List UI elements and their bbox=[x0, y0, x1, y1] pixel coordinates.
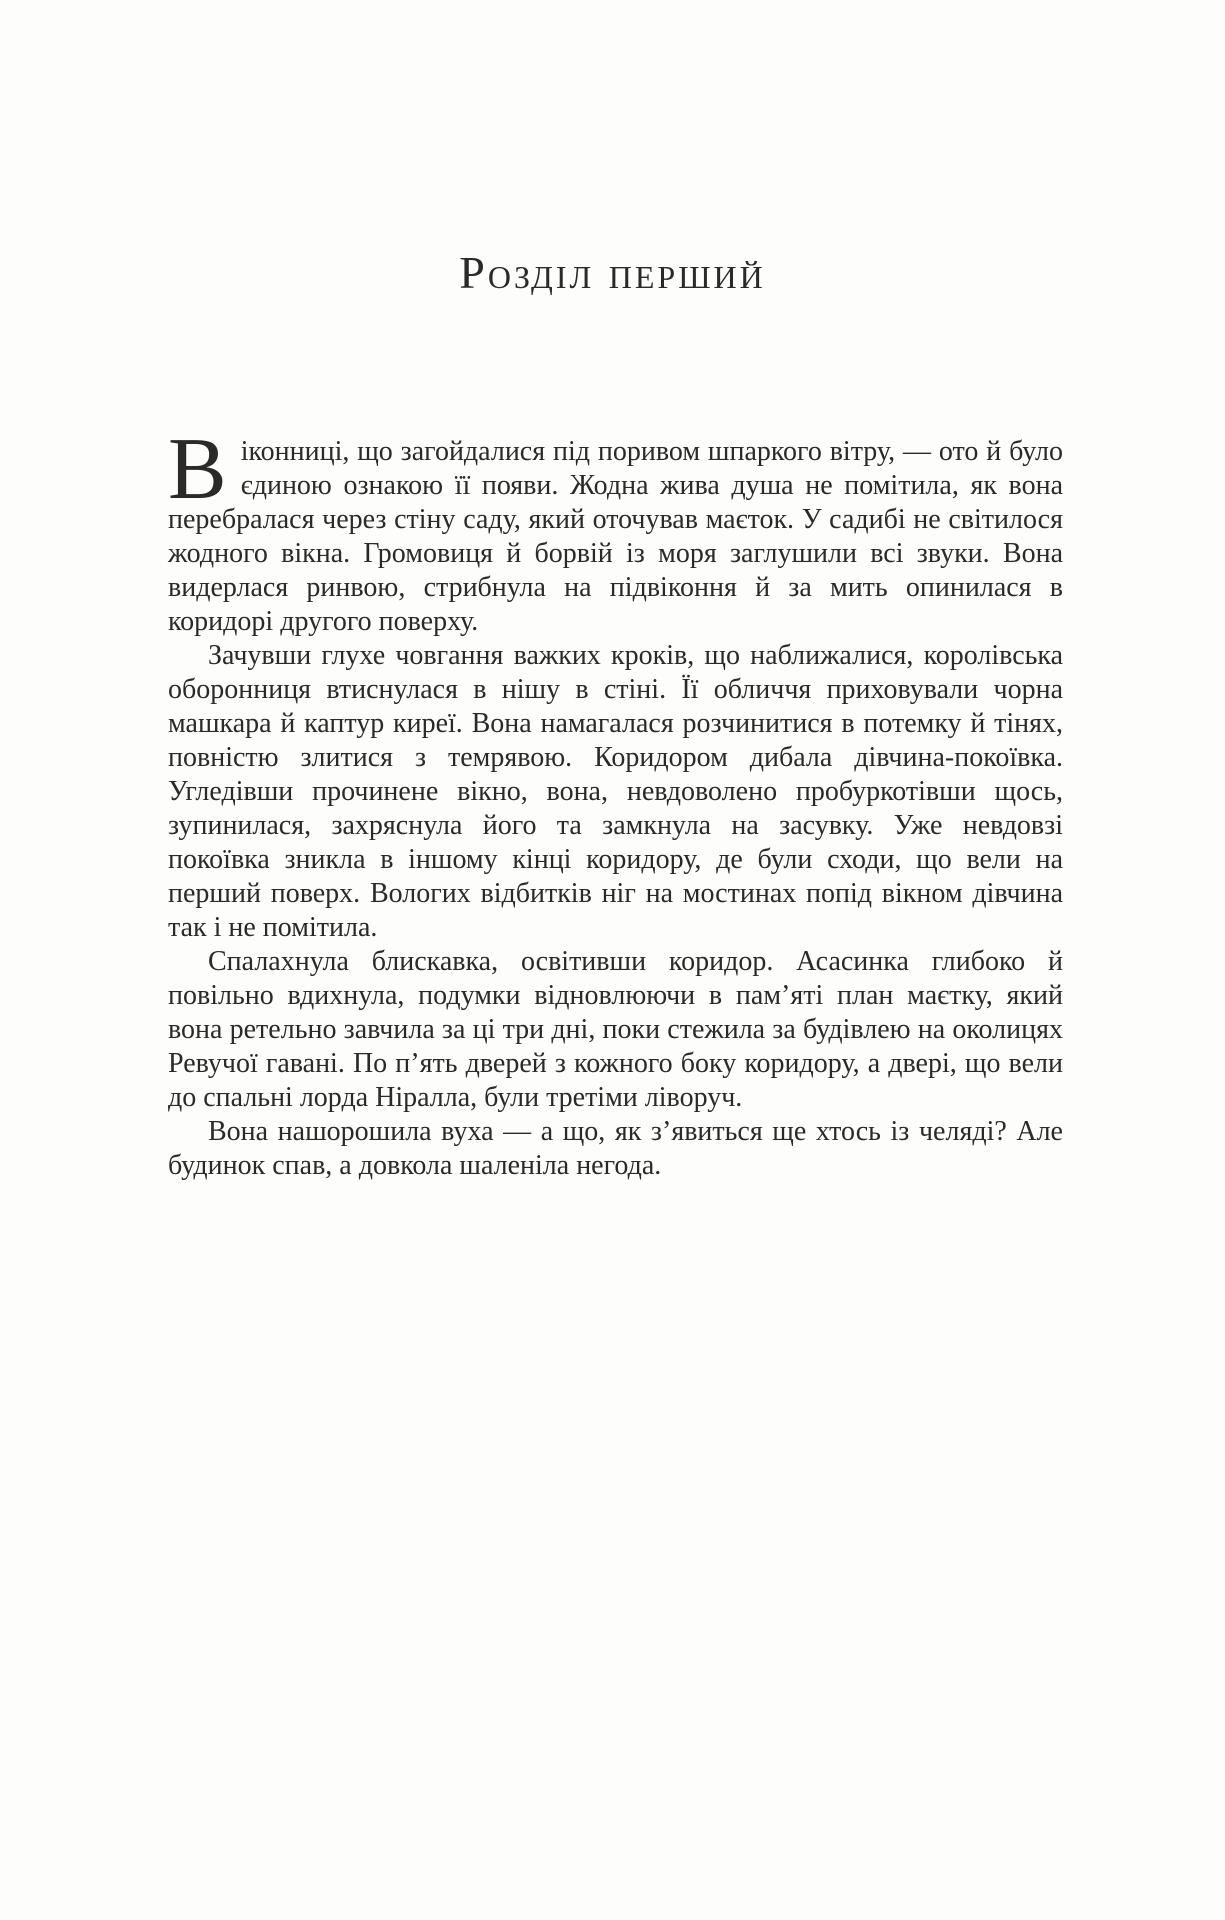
paragraph: Вона нашорошила вуха — а що, як з’явиться ще хтось із челяді? Але будинок спав, а довкола шаленіла негода. bbox=[168, 1116, 1063, 1181]
body-text-block bbox=[168, 421, 1063, 1183]
chapter-heading: Розділ перший bbox=[459, 247, 766, 298]
paragraph-text: іконниці, що загойдалися під поривом шпаркого вітру, — ото й було єдиною ознакою її появи. Жодна жива душа не помітила, як вона перебралася через стіну саду, який оточував маєток. У садибі не світилося жодного вікна. Громовиця й борвій із моря заглушили всі звуки. Вона видерлася ринвою, стрибнула на підвіконня й за мить опинилася в коридорі другого поверху. bbox=[168, 436, 1063, 637]
paragraph: Зачувши глухе човгання важких кроків, що наближалися, королівська оборонниця втиснулася в нішу в стіні. Її обличчя приховували чорна машкара й каптур киреї. Вона намагалася розчинитися в потемку й тінях, повністю злитися з темрявою. Коридором дибала дівчина-покоївка. Угледівши прочинене вікно, вона, невдоволено пробуркотівши щось, зупинилася, захряснула його та замкнула на засувку. Уже невдовзі покоївка зникла в іншому кінці коридору, де були сходи, що вели на перший поверх. Вологих відбитків ніг на мостинах попід вікном дівчина так і не помітила. bbox=[168, 640, 1063, 943]
paragraph: Спалахнула блискавка, освітивши коридор. Асасинка глибоко й повільно вдихнула, подумки відновлюючи в пам’яті план маєтку, який вона ретельно завчила за ці три дні, поки стежила за будівлею на околицях Ревучої гавані. По п’ять дверей з кожного боку коридору, а двері, що вели до спальні лорда Ніралла, були третіми ліворуч. bbox=[168, 946, 1063, 1113]
paragraph bbox=[168, 421, 1063, 639]
drop-cap: В bbox=[168, 421, 227, 518]
